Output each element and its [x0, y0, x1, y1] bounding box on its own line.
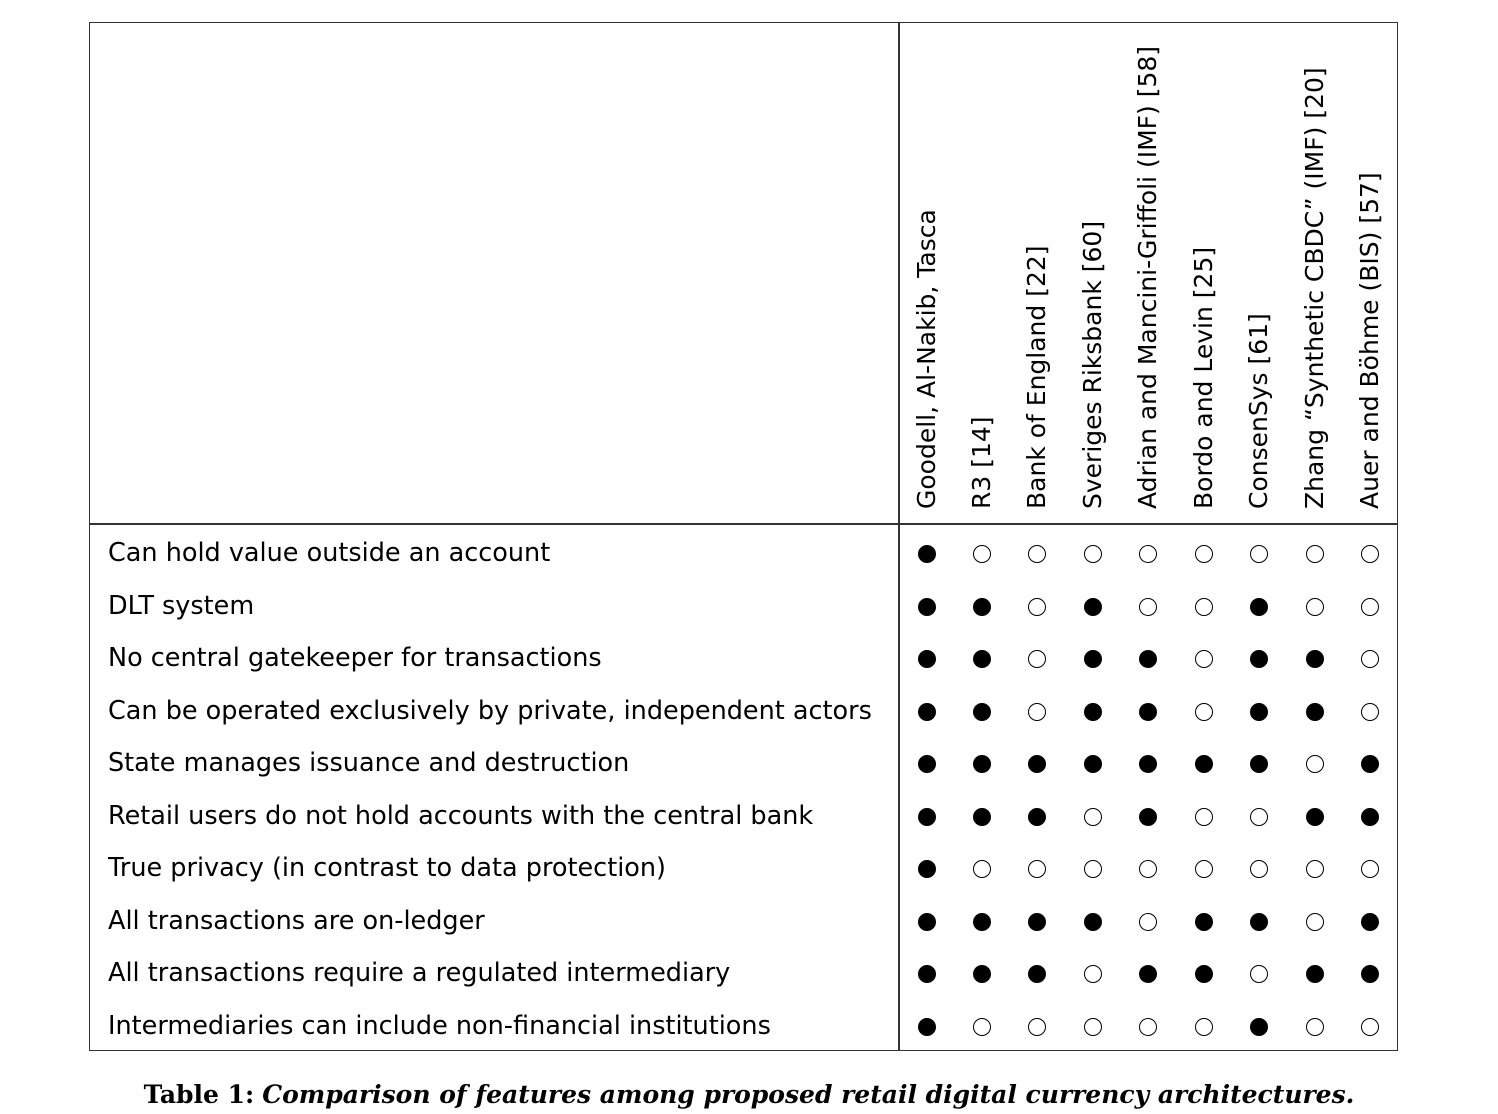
empty-circle-icon: [1250, 545, 1268, 563]
row-label: True privacy (in contrast to data protection): [108, 853, 666, 883]
empty-circle-icon: [1028, 860, 1046, 878]
filled-circle-icon: [1028, 755, 1046, 773]
row-label: Can be operated exclusively by private, independent actors: [108, 696, 872, 726]
filled-circle-icon: [1028, 808, 1046, 826]
empty-circle-icon: [1250, 808, 1268, 826]
filled-circle-icon: [973, 965, 991, 983]
empty-circle-icon: [1361, 703, 1379, 721]
empty-circle-icon: [1028, 650, 1046, 668]
empty-circle-icon: [1028, 1018, 1046, 1036]
row-label: All transactions are on-ledger: [108, 906, 485, 936]
filled-circle-icon: [1250, 913, 1268, 931]
empty-circle-icon: [1195, 598, 1213, 616]
empty-circle-icon: [1028, 598, 1046, 616]
filled-circle-icon: [1028, 965, 1046, 983]
row-label: Intermediaries can include non-financial institutions: [108, 1011, 771, 1041]
filled-circle-icon: [1084, 650, 1102, 668]
empty-circle-icon: [1139, 860, 1157, 878]
empty-circle-icon: [1195, 545, 1213, 563]
filled-circle-icon: [918, 808, 936, 826]
filled-circle-icon: [1250, 755, 1268, 773]
caption-text: Comparison of features among proposed retail digital currency architectures.: [262, 1080, 1355, 1109]
filled-circle-icon: [1139, 703, 1157, 721]
empty-circle-icon: [1084, 965, 1102, 983]
feature-comparison-table: [89, 22, 1398, 1051]
filled-circle-icon: [918, 755, 936, 773]
empty-circle-icon: [1361, 598, 1379, 616]
column-header: Zhang “Synthetic CBDC” (IMF) [20]: [1300, 67, 1329, 509]
filled-circle-icon: [973, 650, 991, 668]
empty-circle-icon: [1139, 598, 1157, 616]
column-header: Adrian and Mancini-Griffoli (IMF) [58]: [1133, 45, 1162, 509]
filled-circle-icon: [918, 598, 936, 616]
empty-circle-icon: [1361, 860, 1379, 878]
column-header: Sveriges Riksbank [60]: [1078, 220, 1107, 509]
empty-circle-icon: [1306, 755, 1324, 773]
column-header: Auer and Böhme (BIS) [57]: [1355, 172, 1384, 509]
column-header: Bordo and Levin [25]: [1189, 246, 1218, 509]
empty-circle-icon: [973, 860, 991, 878]
filled-circle-icon: [1361, 913, 1379, 931]
empty-circle-icon: [1195, 650, 1213, 668]
empty-circle-icon: [1084, 808, 1102, 826]
column-header: ConsenSys [61]: [1244, 313, 1273, 509]
filled-circle-icon: [1306, 650, 1324, 668]
empty-circle-icon: [1028, 545, 1046, 563]
filled-circle-icon: [918, 913, 936, 931]
row-label: State manages issuance and destruction: [108, 748, 630, 778]
filled-circle-icon: [1195, 913, 1213, 931]
filled-circle-icon: [1195, 755, 1213, 773]
row-label: Can hold value outside an account: [108, 538, 551, 568]
column-header: R3 [14]: [967, 416, 996, 509]
filled-circle-icon: [918, 650, 936, 668]
filled-circle-icon: [918, 965, 936, 983]
filled-circle-icon: [918, 860, 936, 878]
filled-circle-icon: [1084, 913, 1102, 931]
filled-circle-icon: [1361, 755, 1379, 773]
empty-circle-icon: [1306, 913, 1324, 931]
empty-circle-icon: [1306, 545, 1324, 563]
filled-circle-icon: [1195, 965, 1213, 983]
filled-circle-icon: [1250, 598, 1268, 616]
filled-circle-icon: [918, 703, 936, 721]
column-header: Bank of England [22]: [1022, 245, 1051, 509]
filled-circle-icon: [973, 703, 991, 721]
empty-circle-icon: [1195, 860, 1213, 878]
filled-circle-icon: [1306, 808, 1324, 826]
column-divider: [898, 22, 900, 1051]
filled-circle-icon: [973, 808, 991, 826]
empty-circle-icon: [1361, 545, 1379, 563]
filled-circle-icon: [918, 545, 936, 563]
filled-circle-icon: [1250, 650, 1268, 668]
empty-circle-icon: [1306, 1018, 1324, 1036]
filled-circle-icon: [973, 755, 991, 773]
empty-circle-icon: [1139, 545, 1157, 563]
filled-circle-icon: [1306, 965, 1324, 983]
empty-circle-icon: [1084, 860, 1102, 878]
empty-circle-icon: [1084, 545, 1102, 563]
empty-circle-icon: [1139, 1018, 1157, 1036]
empty-circle-icon: [973, 1018, 991, 1036]
empty-circle-icon: [1306, 860, 1324, 878]
filled-circle-icon: [1139, 650, 1157, 668]
filled-circle-icon: [973, 598, 991, 616]
empty-circle-icon: [1250, 860, 1268, 878]
empty-circle-icon: [1139, 913, 1157, 931]
caption-label: Table 1:: [143, 1080, 255, 1109]
empty-circle-icon: [1195, 808, 1213, 826]
empty-circle-icon: [1361, 1018, 1379, 1036]
empty-circle-icon: [1195, 703, 1213, 721]
empty-circle-icon: [1361, 650, 1379, 668]
filled-circle-icon: [973, 913, 991, 931]
empty-circle-icon: [973, 545, 991, 563]
empty-circle-icon: [1306, 598, 1324, 616]
filled-circle-icon: [1084, 598, 1102, 616]
empty-circle-icon: [1195, 1018, 1213, 1036]
header-divider: [89, 523, 1398, 525]
empty-circle-icon: [1084, 1018, 1102, 1036]
filled-circle-icon: [1306, 703, 1324, 721]
filled-circle-icon: [1139, 755, 1157, 773]
empty-circle-icon: [1028, 703, 1046, 721]
column-header: Goodell, Al-Nakib, Tasca: [912, 209, 941, 509]
filled-circle-icon: [1361, 965, 1379, 983]
row-label: No central gatekeeper for transactions: [108, 643, 602, 673]
filled-circle-icon: [918, 1018, 936, 1036]
filled-circle-icon: [1028, 913, 1046, 931]
filled-circle-icon: [1139, 965, 1157, 983]
filled-circle-icon: [1361, 808, 1379, 826]
empty-circle-icon: [1250, 965, 1268, 983]
row-label: All transactions require a regulated intermediary: [108, 958, 731, 988]
row-label: Retail users do not hold accounts with the central bank: [108, 801, 814, 831]
filled-circle-icon: [1250, 1018, 1268, 1036]
row-label: DLT system: [108, 591, 255, 621]
filled-circle-icon: [1084, 703, 1102, 721]
filled-circle-icon: [1139, 808, 1157, 826]
filled-circle-icon: [1250, 703, 1268, 721]
filled-circle-icon: [1084, 755, 1102, 773]
table-caption: [0, 1080, 1498, 1109]
